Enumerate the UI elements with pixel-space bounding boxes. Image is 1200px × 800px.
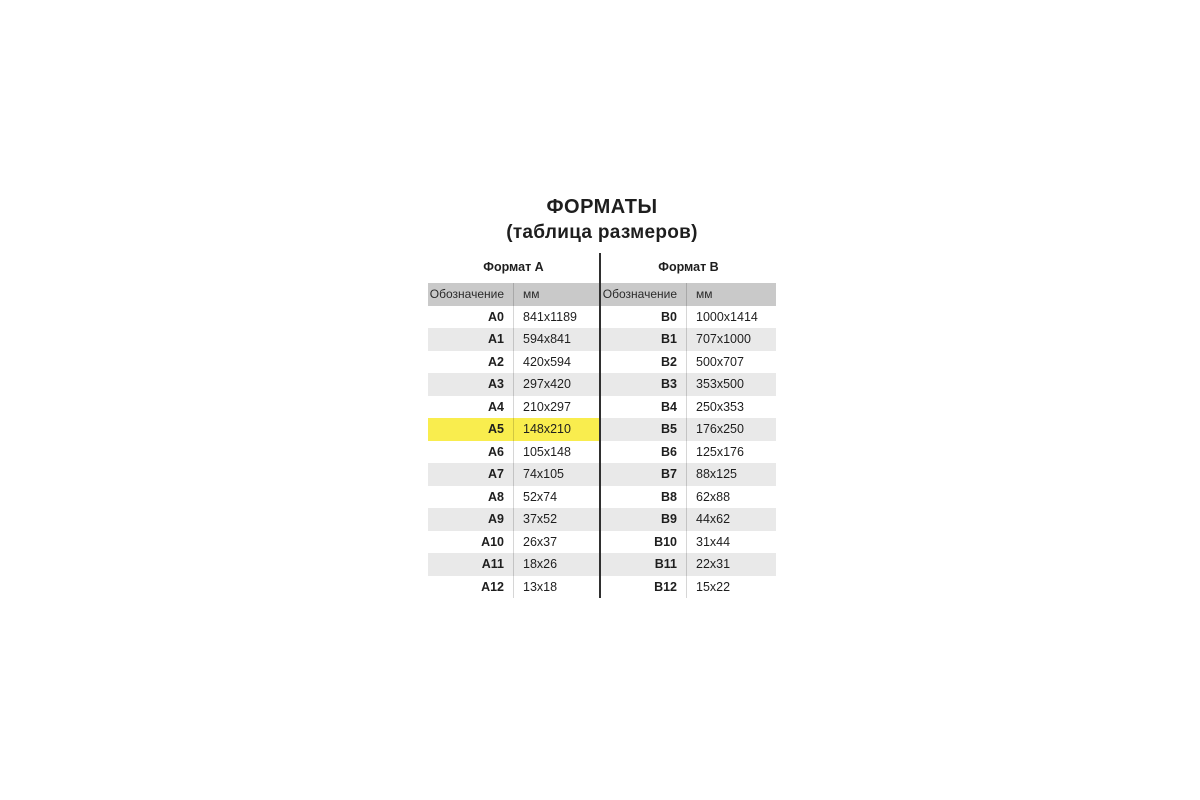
format-designation: A5 xyxy=(488,422,504,437)
table-row xyxy=(601,351,776,374)
table-row xyxy=(601,441,776,464)
title-block xyxy=(428,194,776,246)
format-designation: B5 xyxy=(661,422,677,437)
table-row xyxy=(601,396,776,419)
format-designation: B0 xyxy=(661,309,677,324)
format-designation: A6 xyxy=(488,444,504,459)
table-row xyxy=(601,486,776,509)
column-header-designation: Обозначение xyxy=(429,287,504,302)
table-row xyxy=(428,351,599,374)
table-a-title: Формат А xyxy=(483,260,544,274)
table-row xyxy=(601,418,776,441)
format-size-mm: 1000x1414 xyxy=(686,306,776,329)
format-size-mm: 176x250 xyxy=(686,418,776,441)
format-size-mm: 15x22 xyxy=(686,576,776,599)
format-designation: A2 xyxy=(488,354,504,369)
format-size-mm: 44x62 xyxy=(686,508,776,531)
format-designation: B3 xyxy=(661,377,677,392)
table-row xyxy=(428,306,599,329)
format-designation: B10 xyxy=(654,534,677,549)
format-size-mm: 74x105 xyxy=(513,463,599,486)
table-row xyxy=(601,373,776,396)
page-subtitle: (таблица размеров) xyxy=(506,222,698,243)
column-header-designation: Обозначение xyxy=(602,287,677,302)
format-size-mm: 125x176 xyxy=(686,441,776,464)
format-size-mm: 841x1189 xyxy=(513,306,599,329)
table-row xyxy=(428,418,599,441)
format-a-table xyxy=(428,283,599,598)
format-size-mm: 250x353 xyxy=(686,396,776,419)
format-designation: A9 xyxy=(488,512,504,527)
format-designation: A11 xyxy=(481,557,504,572)
table-row xyxy=(428,553,599,576)
format-designation: B7 xyxy=(661,467,677,482)
format-designation: B6 xyxy=(661,444,677,459)
column-header-row xyxy=(428,283,599,306)
column-header-row xyxy=(601,283,776,306)
format-size-mm: 13x18 xyxy=(513,576,599,599)
format-size-mm: 62x88 xyxy=(686,486,776,509)
format-size-mm: 420x594 xyxy=(513,351,599,374)
page-title: ФОРМАТЫ xyxy=(546,196,658,218)
table-divider-line xyxy=(599,253,601,598)
table-row xyxy=(428,373,599,396)
column-header-mm: мм xyxy=(513,283,599,306)
format-designation: B12 xyxy=(654,579,677,594)
table-row xyxy=(601,463,776,486)
format-size-mm: 26x37 xyxy=(513,531,599,554)
format-size-mm: 37x52 xyxy=(513,508,599,531)
table-row xyxy=(601,553,776,576)
format-designation: A12 xyxy=(481,579,504,594)
table-row xyxy=(428,328,599,351)
format-designation: A10 xyxy=(481,534,504,549)
table-row xyxy=(428,508,599,531)
table-row xyxy=(428,576,599,599)
format-designation: A1 xyxy=(488,332,504,347)
table-row xyxy=(428,441,599,464)
format-designation: B1 xyxy=(661,332,677,347)
format-designation: B9 xyxy=(661,512,677,527)
table-row xyxy=(428,531,599,554)
table-row xyxy=(601,576,776,599)
format-designation: A0 xyxy=(488,309,504,324)
table-row xyxy=(601,531,776,554)
table-row xyxy=(601,328,776,351)
format-designation: B11 xyxy=(654,557,677,572)
format-size-mm: 707x1000 xyxy=(686,328,776,351)
format-size-mm: 594x841 xyxy=(513,328,599,351)
format-designation: A3 xyxy=(488,377,504,392)
format-designation: A7 xyxy=(488,467,504,482)
format-size-mm: 52x74 xyxy=(513,486,599,509)
format-size-mm: 148x210 xyxy=(513,418,599,441)
format-size-mm: 18x26 xyxy=(513,553,599,576)
column-header-mm: мм xyxy=(686,283,776,306)
format-size-mm: 105x148 xyxy=(513,441,599,464)
format-designation: B8 xyxy=(661,489,677,504)
table-row xyxy=(428,396,599,419)
format-size-mm: 297x420 xyxy=(513,373,599,396)
format-size-mm: 88x125 xyxy=(686,463,776,486)
table-row xyxy=(601,306,776,329)
format-b-table xyxy=(601,283,776,598)
table-row xyxy=(428,486,599,509)
table-row xyxy=(601,508,776,531)
format-designation: B4 xyxy=(661,399,677,414)
table-row xyxy=(428,463,599,486)
format-size-mm: 500x707 xyxy=(686,351,776,374)
format-size-mm: 31x44 xyxy=(686,531,776,554)
format-designation: B2 xyxy=(661,354,677,369)
format-size-mm: 210x297 xyxy=(513,396,599,419)
format-size-mm: 22x31 xyxy=(686,553,776,576)
table-b-title: Формат В xyxy=(658,260,719,274)
format-designation: A4 xyxy=(488,399,504,414)
format-designation: A8 xyxy=(488,489,504,504)
format-size-mm: 353x500 xyxy=(686,373,776,396)
